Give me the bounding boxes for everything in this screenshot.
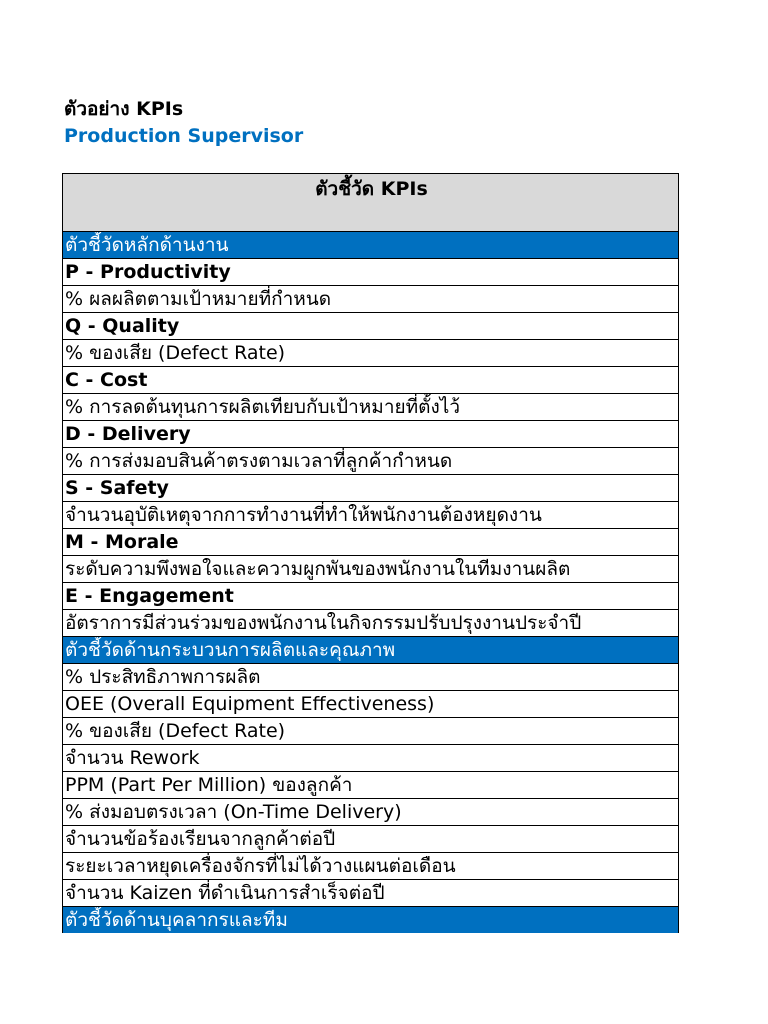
document-title: ตัวอย่าง KPIs — [64, 98, 184, 120]
category-row: S - Safety — [63, 475, 679, 502]
category-row: D - Delivery — [63, 421, 679, 448]
kpi-item-row: % ประสิทธิภาพการผลิต — [63, 664, 679, 691]
section-header-row: ตัวชี้วัดหลักด้านงาน — [63, 232, 679, 259]
table-header: ตัวชี้วัด KPIs — [63, 174, 679, 232]
kpi-item-row: จำนวน Rework — [63, 745, 679, 772]
kpi-item-row: PPM (Part Per Million) ของลูกค้า — [63, 772, 679, 799]
kpi-item-row: % ของเสีย (Defect Rate) — [63, 340, 679, 367]
kpi-item-row: OEE (Overall Equipment Effectiveness) — [63, 691, 679, 718]
category-row: P - Productivity — [63, 259, 679, 286]
document-subtitle: Production Supervisor — [64, 125, 304, 147]
category-row: E - Engagement — [63, 583, 679, 610]
section-header-row: ตัวชี้วัดด้านกระบวนการผลิตและคุณภาพ — [63, 637, 679, 664]
category-row: M - Morale — [63, 529, 679, 556]
kpi-item-row: จำนวน Kaizen ที่ดำเนินการสำเร็จต่อปี — [63, 880, 679, 907]
kpi-item-row: ระยะเวลาหยุดเครื่องจักรที่ไม่ได้วางแผนต่อเดือน — [63, 853, 679, 880]
kpi-item-row: % ส่งมอบตรงเวลา (On-Time Delivery) — [63, 799, 679, 826]
kpi-item-row: % การลดต้นทุนการผลิตเทียบกับเป้าหมายที่ตั้งไว้ — [63, 394, 679, 421]
kpi-item-row: % การส่งมอบสินค้าตรงตามเวลาที่ลูกค้ากำหนด — [63, 448, 679, 475]
category-row: Q - Quality — [63, 313, 679, 340]
kpi-table — [62, 173, 679, 933]
section-header-row: ตัวชี้วัดด้านบุคลากรและทีม — [63, 907, 679, 933]
table-body — [63, 232, 679, 933]
kpi-item-row: % ผลผลิตตามเป้าหมายที่กำหนด — [63, 286, 679, 313]
kpi-item-row: % ของเสีย (Defect Rate) — [63, 718, 679, 745]
category-row: C - Cost — [63, 367, 679, 394]
kpi-item-row: ระดับความพึงพอใจและความผูกพันของพนักงานในทีมงานผลิต — [63, 556, 679, 583]
kpi-item-row: อัตราการมีส่วนร่วมของพนักงานในกิจกรรมปรับปรุงงานประจำปี — [63, 610, 679, 637]
kpi-item-row: จำนวนอุบัติเหตุจากการทำงานที่ทำให้พนักงานต้องหยุดงาน — [63, 502, 679, 529]
kpi-item-row: จำนวนข้อร้องเรียนจากลูกค้าต่อปี — [63, 826, 679, 853]
